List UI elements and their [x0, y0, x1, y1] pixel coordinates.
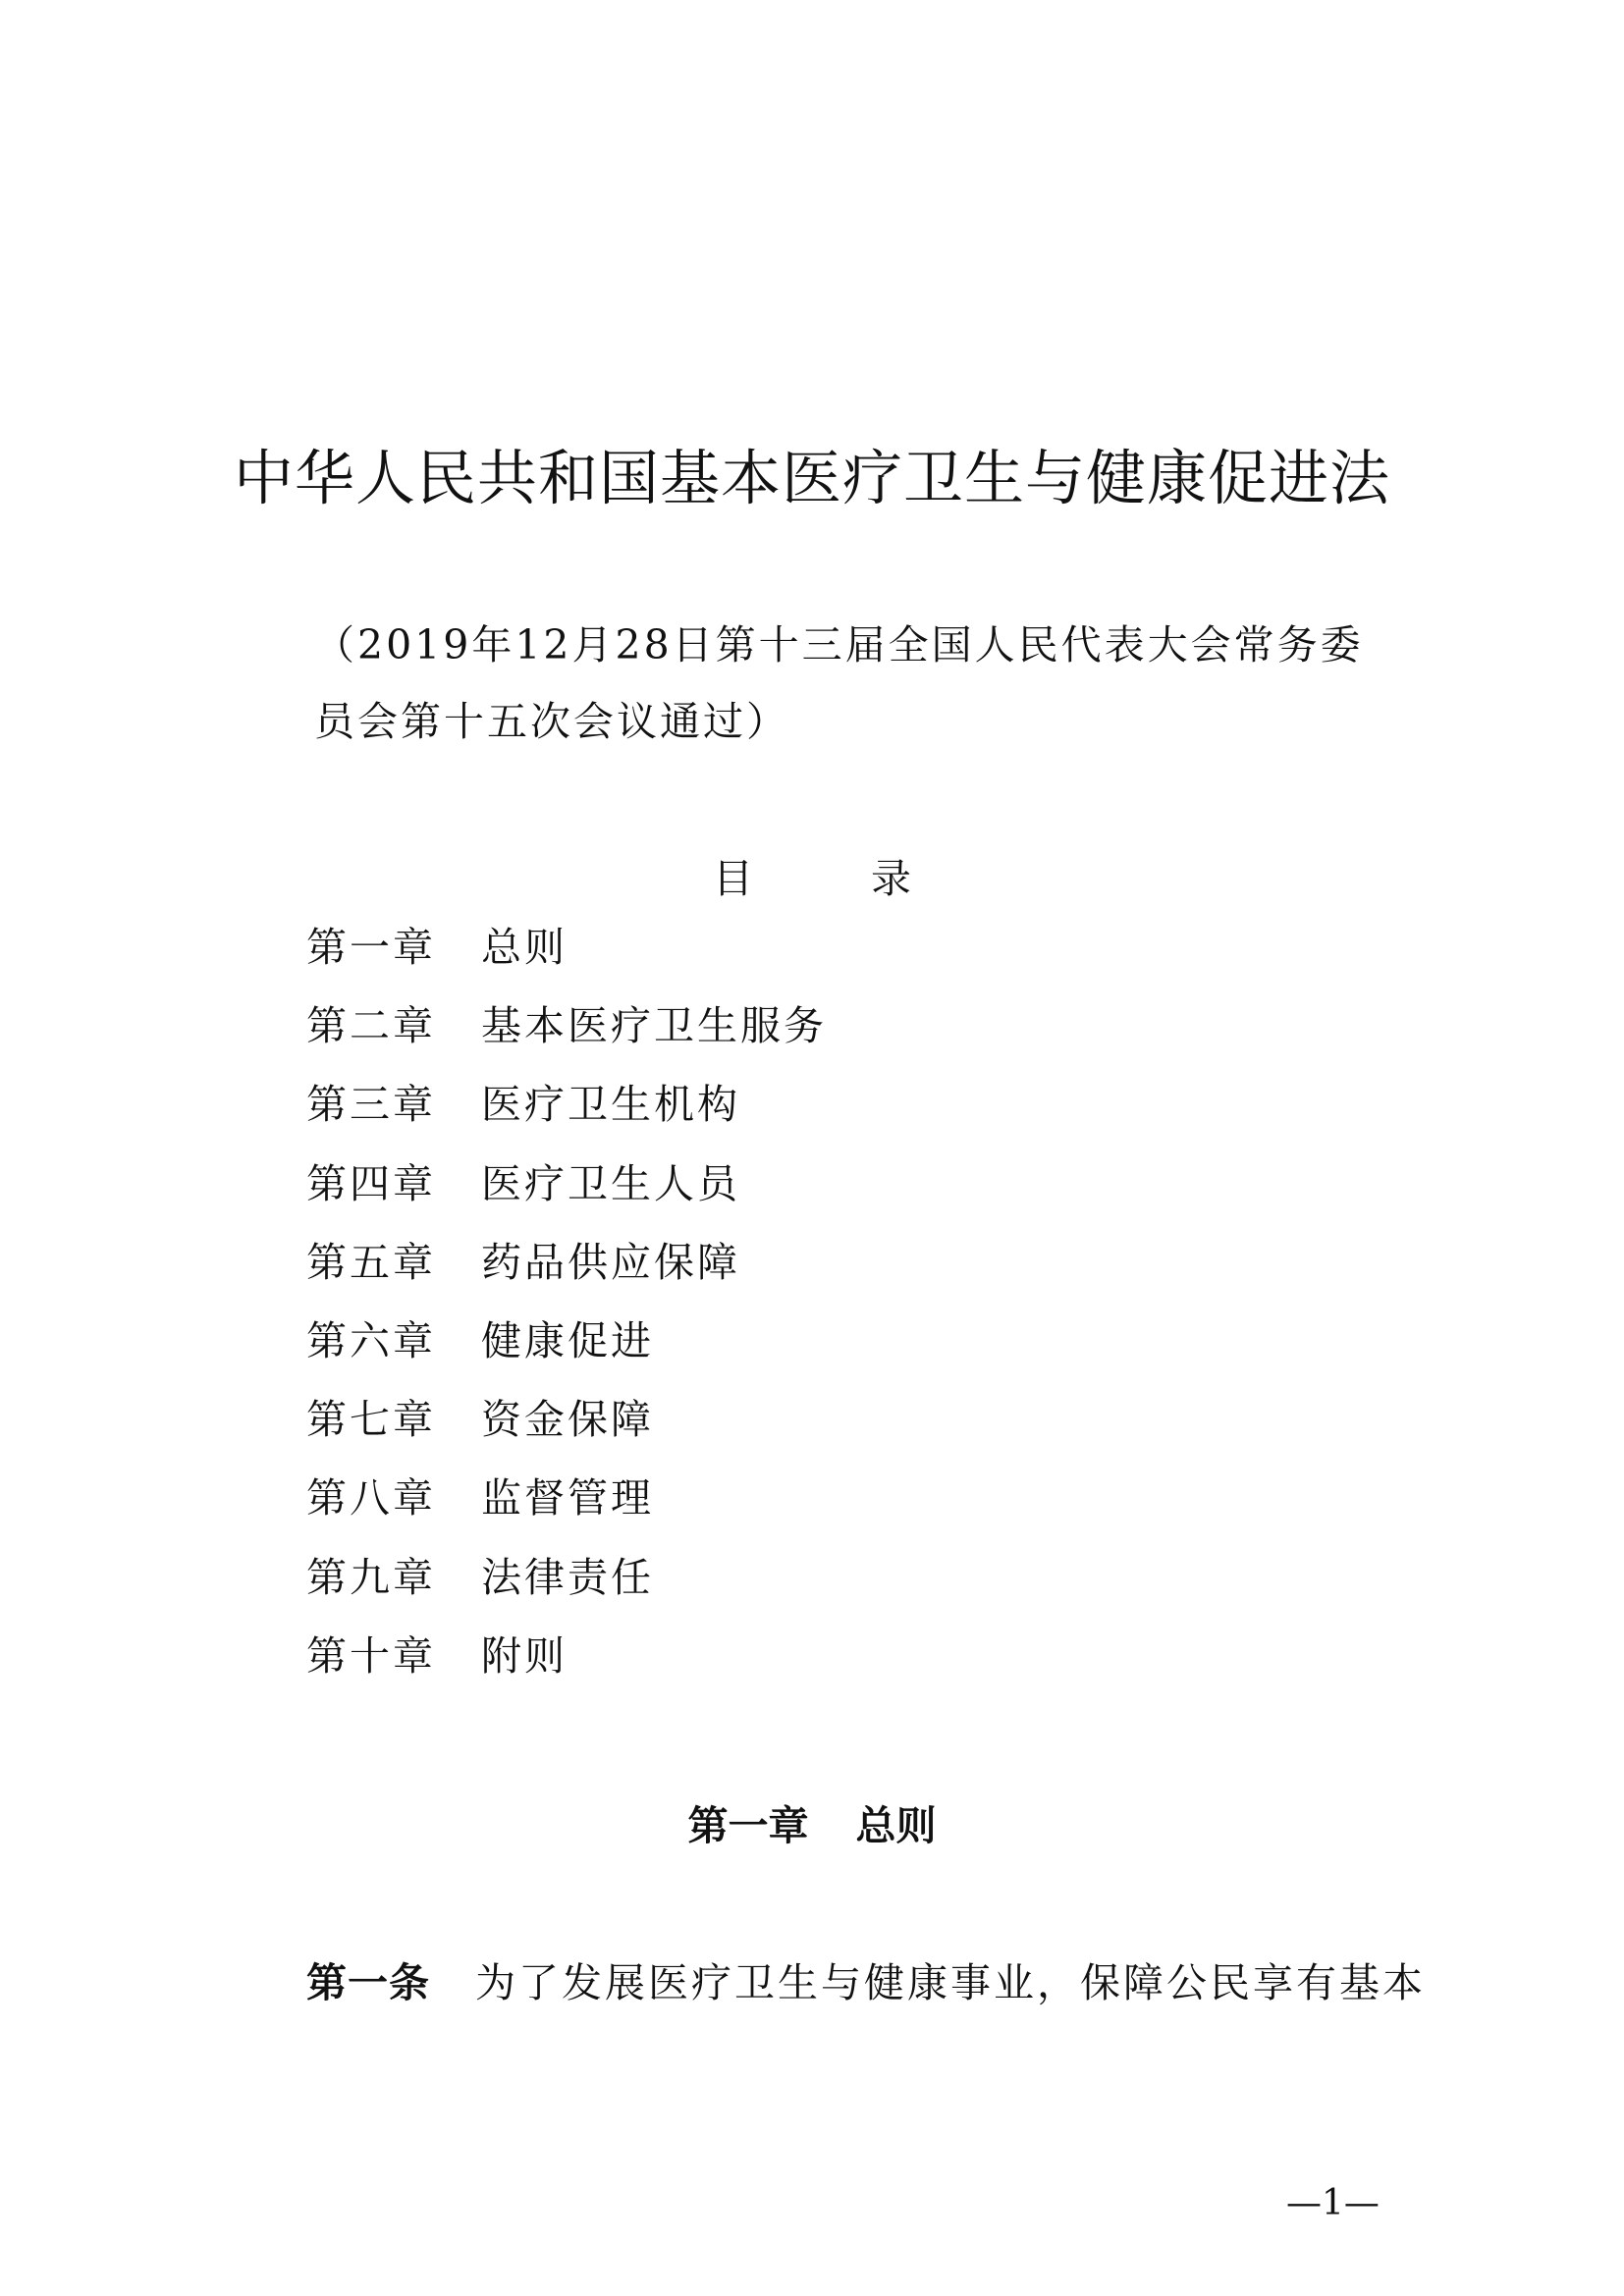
toc-item-name: 基本医疗卫生服务	[481, 1002, 827, 1050]
toc-item-number: 第四章	[306, 1159, 436, 1207]
chapter-number: 第一章	[687, 1802, 809, 1849]
adoption-note	[314, 607, 1364, 760]
document-title: 中华人民共和国基本医疗卫生与健康促进法	[233, 444, 1390, 513]
toc-item-chapter-5[interactable]	[306, 1236, 827, 1314]
toc-item-name: 医疗卫生机构	[481, 1081, 740, 1129]
page-number: —1—	[1286, 2183, 1380, 2223]
toc-item-chapter-7[interactable]	[306, 1393, 827, 1471]
toc-heading-left: 目	[713, 855, 753, 902]
chapter-heading	[0, 1796, 1624, 1855]
toc-item-name: 药品供应保障	[481, 1238, 740, 1286]
toc-item-name: 资金保障	[481, 1396, 654, 1444]
toc-heading-right: 录	[871, 855, 911, 902]
toc-item-number: 第七章	[306, 1396, 436, 1444]
table-of-contents	[306, 921, 827, 1708]
toc-item-number: 第五章	[306, 1238, 436, 1286]
adoption-note-line-1: （2019年12月28日第十三届全国人民代表大会常务委	[314, 621, 1364, 668]
toc-item-name: 总则	[481, 924, 568, 971]
toc-item-number: 第八章	[306, 1474, 436, 1522]
toc-item-chapter-1[interactable]	[306, 921, 827, 999]
chapter-name: 总则	[855, 1802, 937, 1849]
toc-item-chapter-10[interactable]	[306, 1629, 827, 1708]
toc-item-number: 第三章	[306, 1081, 436, 1129]
toc-item-chapter-4[interactable]	[306, 1157, 827, 1236]
toc-item-number: 第六章	[306, 1316, 436, 1364]
article-text: 为了发展医疗卫生与健康事业，保障公民享有基本	[475, 1959, 1426, 2006]
article-number: 第一条	[306, 1959, 430, 2006]
toc-item-number: 第二章	[306, 1002, 436, 1050]
toc-item-number: 第一章	[306, 924, 436, 971]
adoption-note-line-2: 员会第十五次会议通过）	[314, 698, 789, 745]
toc-item-name: 监督管理	[481, 1474, 654, 1522]
toc-item-chapter-8[interactable]	[306, 1471, 827, 1550]
toc-item-chapter-3[interactable]	[306, 1078, 827, 1156]
toc-item-chapter-9[interactable]	[306, 1551, 827, 1629]
article-paragraph	[306, 1953, 1426, 2012]
toc-item-name: 法律责任	[481, 1553, 654, 1601]
toc-item-number: 第九章	[306, 1553, 436, 1601]
toc-item-name: 健康促进	[481, 1316, 654, 1364]
toc-item-chapter-6[interactable]	[306, 1314, 827, 1393]
toc-heading	[0, 852, 1624, 905]
toc-item-name: 医疗卫生人员	[481, 1159, 740, 1207]
toc-item-name: 附则	[481, 1631, 568, 1680]
toc-item-chapter-2[interactable]	[306, 999, 827, 1078]
toc-item-number: 第十章	[306, 1631, 436, 1680]
